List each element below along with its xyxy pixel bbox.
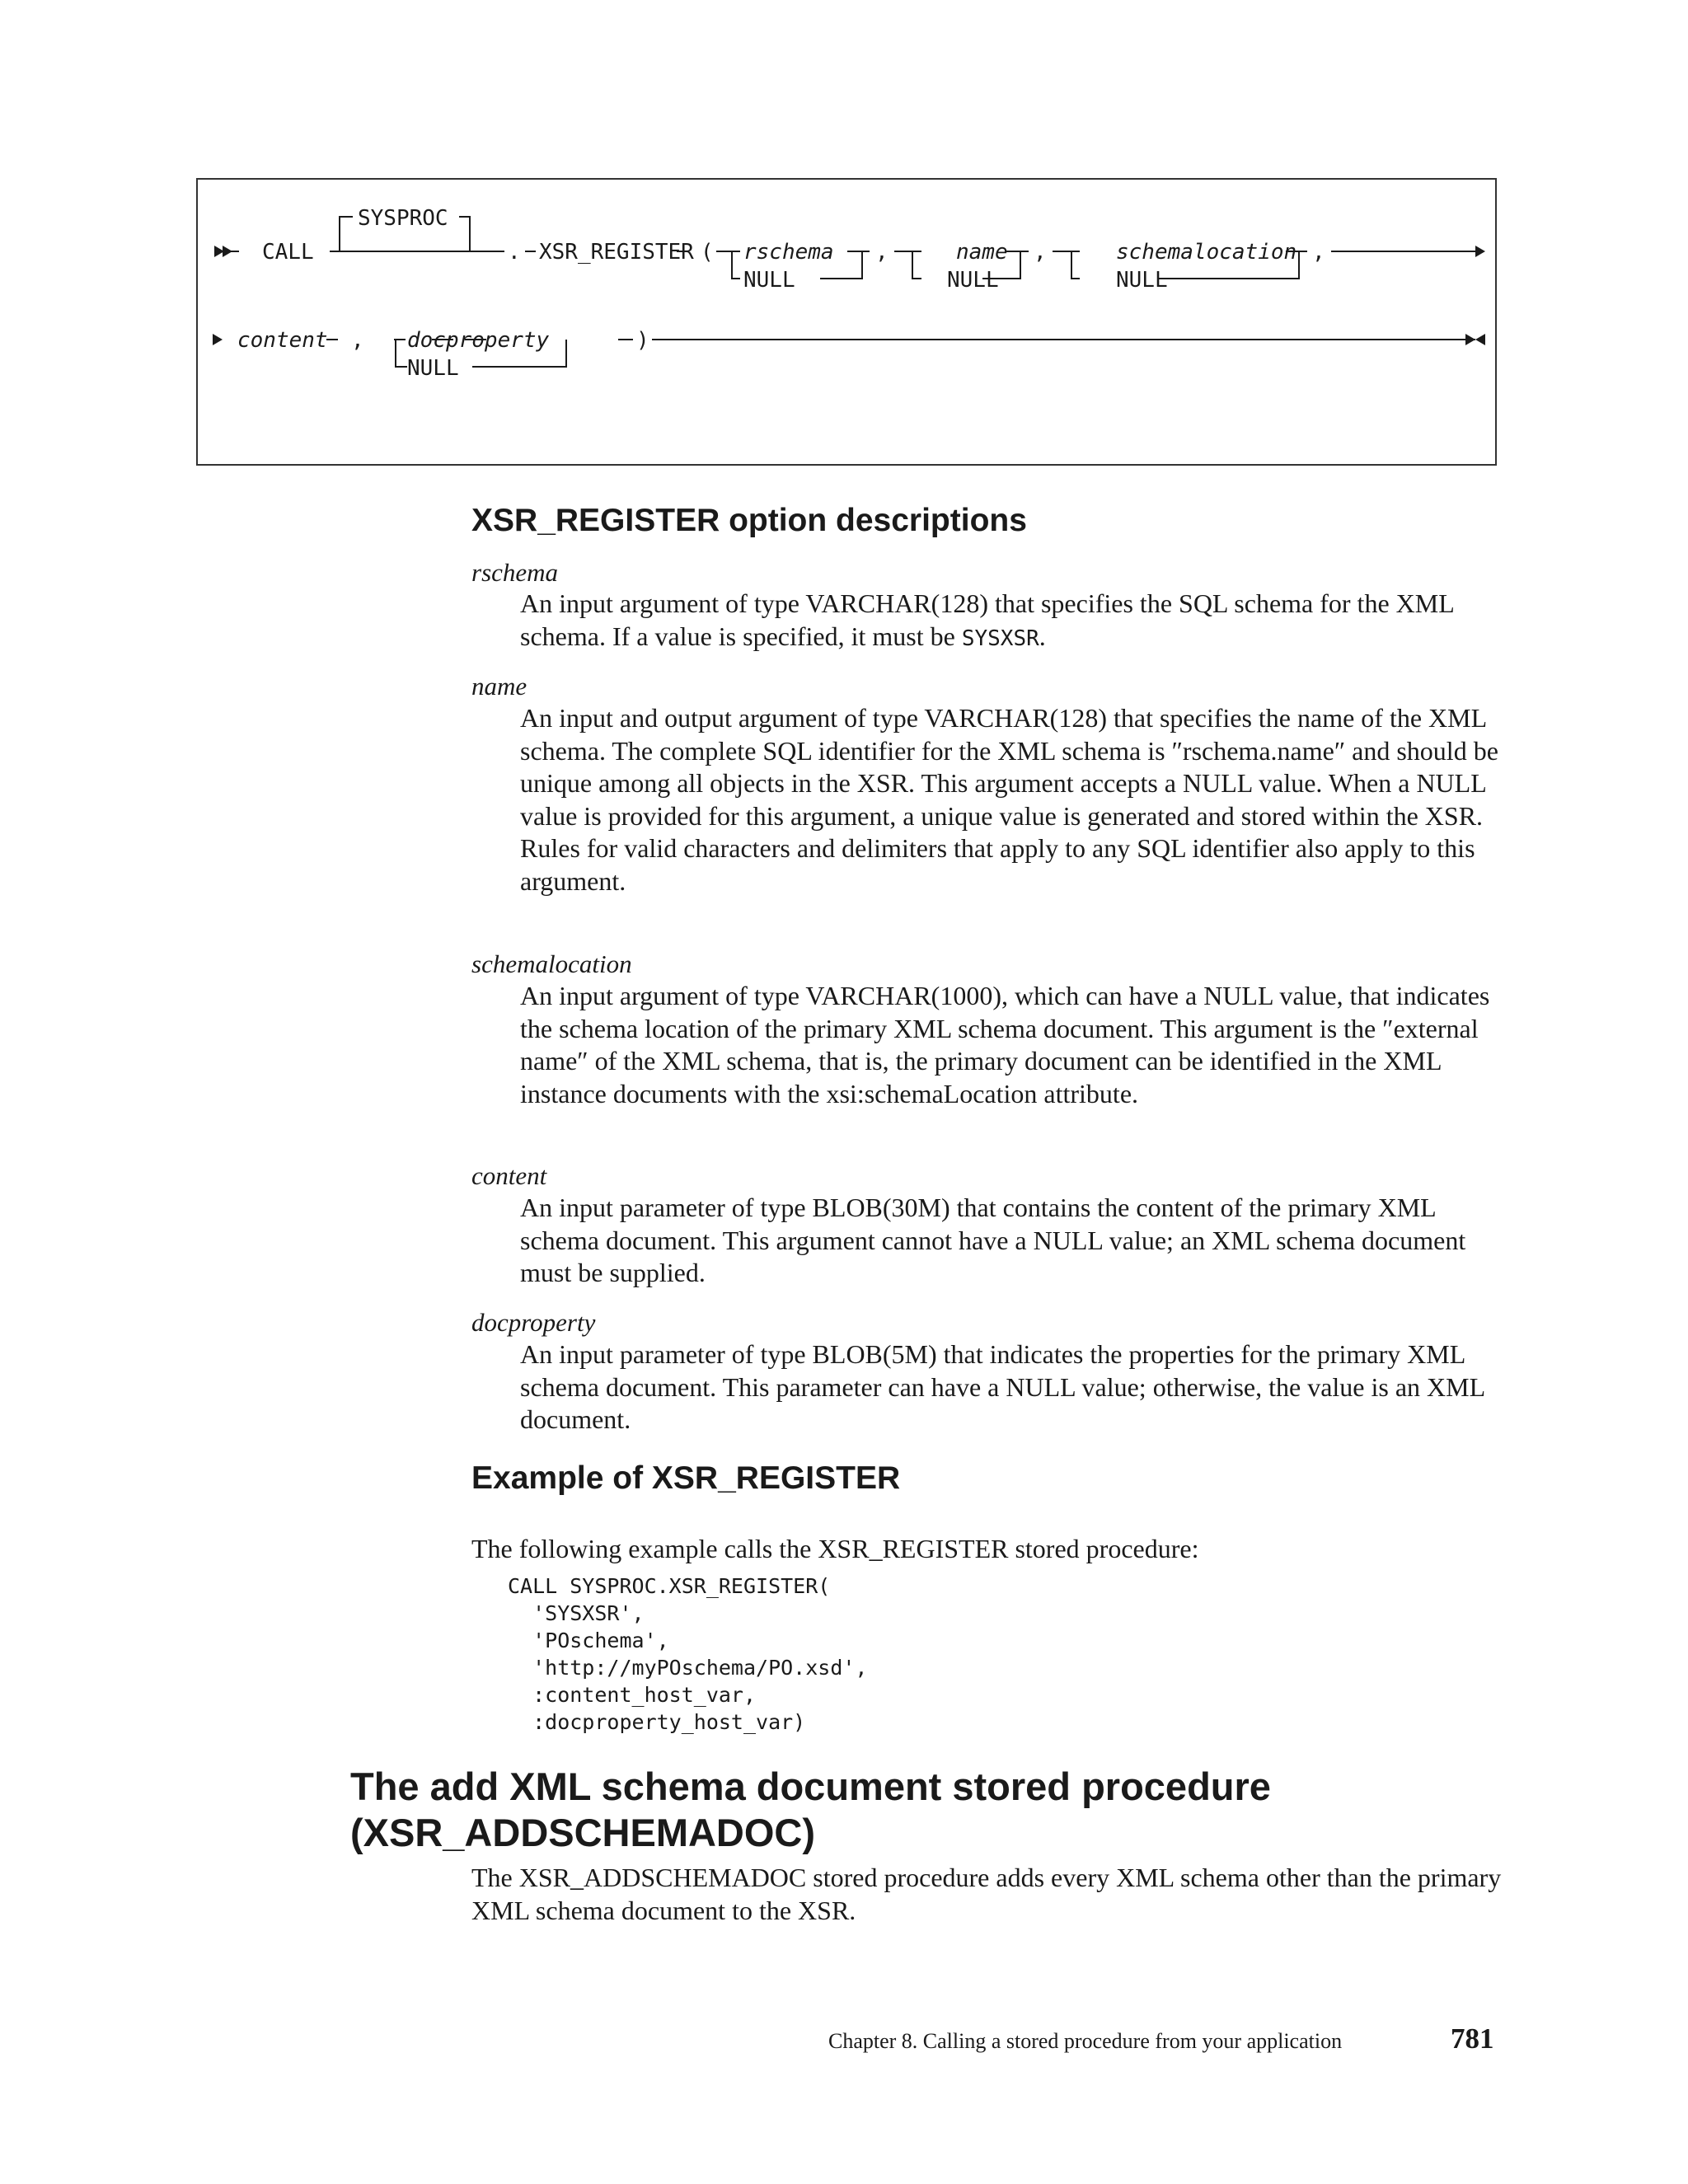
syntax-comma-2: , [1034,240,1047,265]
desc-rschema [520,588,1501,655]
syntax-param-rschema: rschema [743,240,834,265]
syntax-param-content: content [237,328,328,353]
syntax-param-name: name [956,240,1008,265]
term-rschema: rschema [471,558,559,587]
syntax-comma-3: , [1312,240,1325,265]
syntax-null-schemalocation: NULL [1116,268,1168,293]
syntax-null-rschema: NULL [743,268,795,293]
term-name: name [471,672,528,701]
desc-rschema-end: . [1039,621,1046,651]
section-heading-line2: (XSR_ADDSCHEMADOC) [350,1811,816,1854]
syntax-sysproc-keyword: SYSPROC [358,206,448,231]
desc-rschema-code: SYSXSR [961,626,1039,651]
syntax-procedure-name: XSR_REGISTER [539,240,694,265]
term-content: content [471,1161,547,1190]
syntax-dot: . [508,240,521,265]
syntax-comma-1: , [875,240,889,265]
section-body: The XSR_ADDSCHEMADOC stored procedure adds every XML schema other than the primary XML schema document to the XSR. [471,1863,1502,1925]
term-schemalocation: schemalocation [471,949,632,978]
example-code: CALL SYSPROC.XSR_REGISTER( 'SYSXSR', 'POschema', 'http://myPOschema/PO.xsd', :content_host_var, :docproperty_host_var) [508,1574,868,1734]
section-heading [350,1764,1271,1856]
syntax-param-schemalocation: schemalocation [1116,240,1297,265]
footer-page-number: 781 [1451,2022,1494,2055]
syntax-diagram [196,178,1497,466]
syntax-call-keyword: CALL [262,240,314,265]
options-heading: XSR_REGISTER option descriptions [471,503,1027,538]
example-intro: The following example calls the XSR_REGISTER stored procedure: [471,1534,1199,1563]
desc-name: An input and output argument of type VARCHAR(128) that specifies the name of the XML schema. The complete SQL identifier for the XML schema is ″rschema.name″ and should be unique among all objects in the XSR. This argument accepts a NULL value. When a NULL value is provided for this argument, a unique value is generated and stored within the XSR. Rules for valid characters and delimiters that apply to any SQL identifier also apply to this argument. [520,703,1498,896]
syntax-null-name: NULL [947,268,999,293]
desc-docproperty: An input parameter of type BLOB(5M) that indicates the properties for the primary XML schema document. This parameter can have a NULL value; otherwise, the value is an XML document. [520,1339,1484,1434]
syntax-param-docproperty: docproperty [407,328,550,353]
syntax-comma-4: , [351,328,364,353]
desc-schemalocation: An input argument of type VARCHAR(1000), which can have a NULL value, that indicates the schema location of the primary XML schema document. This argument is the ″external name″ of the XML schema, that is, the primary document can be identified in the XML instance documents with the xsi:schemaLocation attribute. [520,981,1490,1108]
example-heading: Example of XSR_REGISTER [471,1460,901,1496]
desc-content: An input parameter of type BLOB(30M) that contains the content of the primary XML schema document. This argument cannot have a NULL value; an XML schema document must be supplied. [520,1193,1466,1287]
term-docproperty: docproperty [471,1308,596,1337]
desc-rschema-text: An input argument of type VARCHAR(128) that specifies the SQL schema for the XML schema. If a value is specified, it must be [520,588,1454,651]
syntax-left-paren: ( [701,240,714,265]
section-heading-line1: The add XML schema document stored procedure [350,1765,1271,1808]
syntax-diagram-svg [198,180,1498,467]
footer-chapter: Chapter 8. Calling a stored procedure from your application [828,2029,1343,2053]
syntax-right-paren: ) [636,328,649,353]
syntax-null-docproperty: NULL [407,356,459,381]
